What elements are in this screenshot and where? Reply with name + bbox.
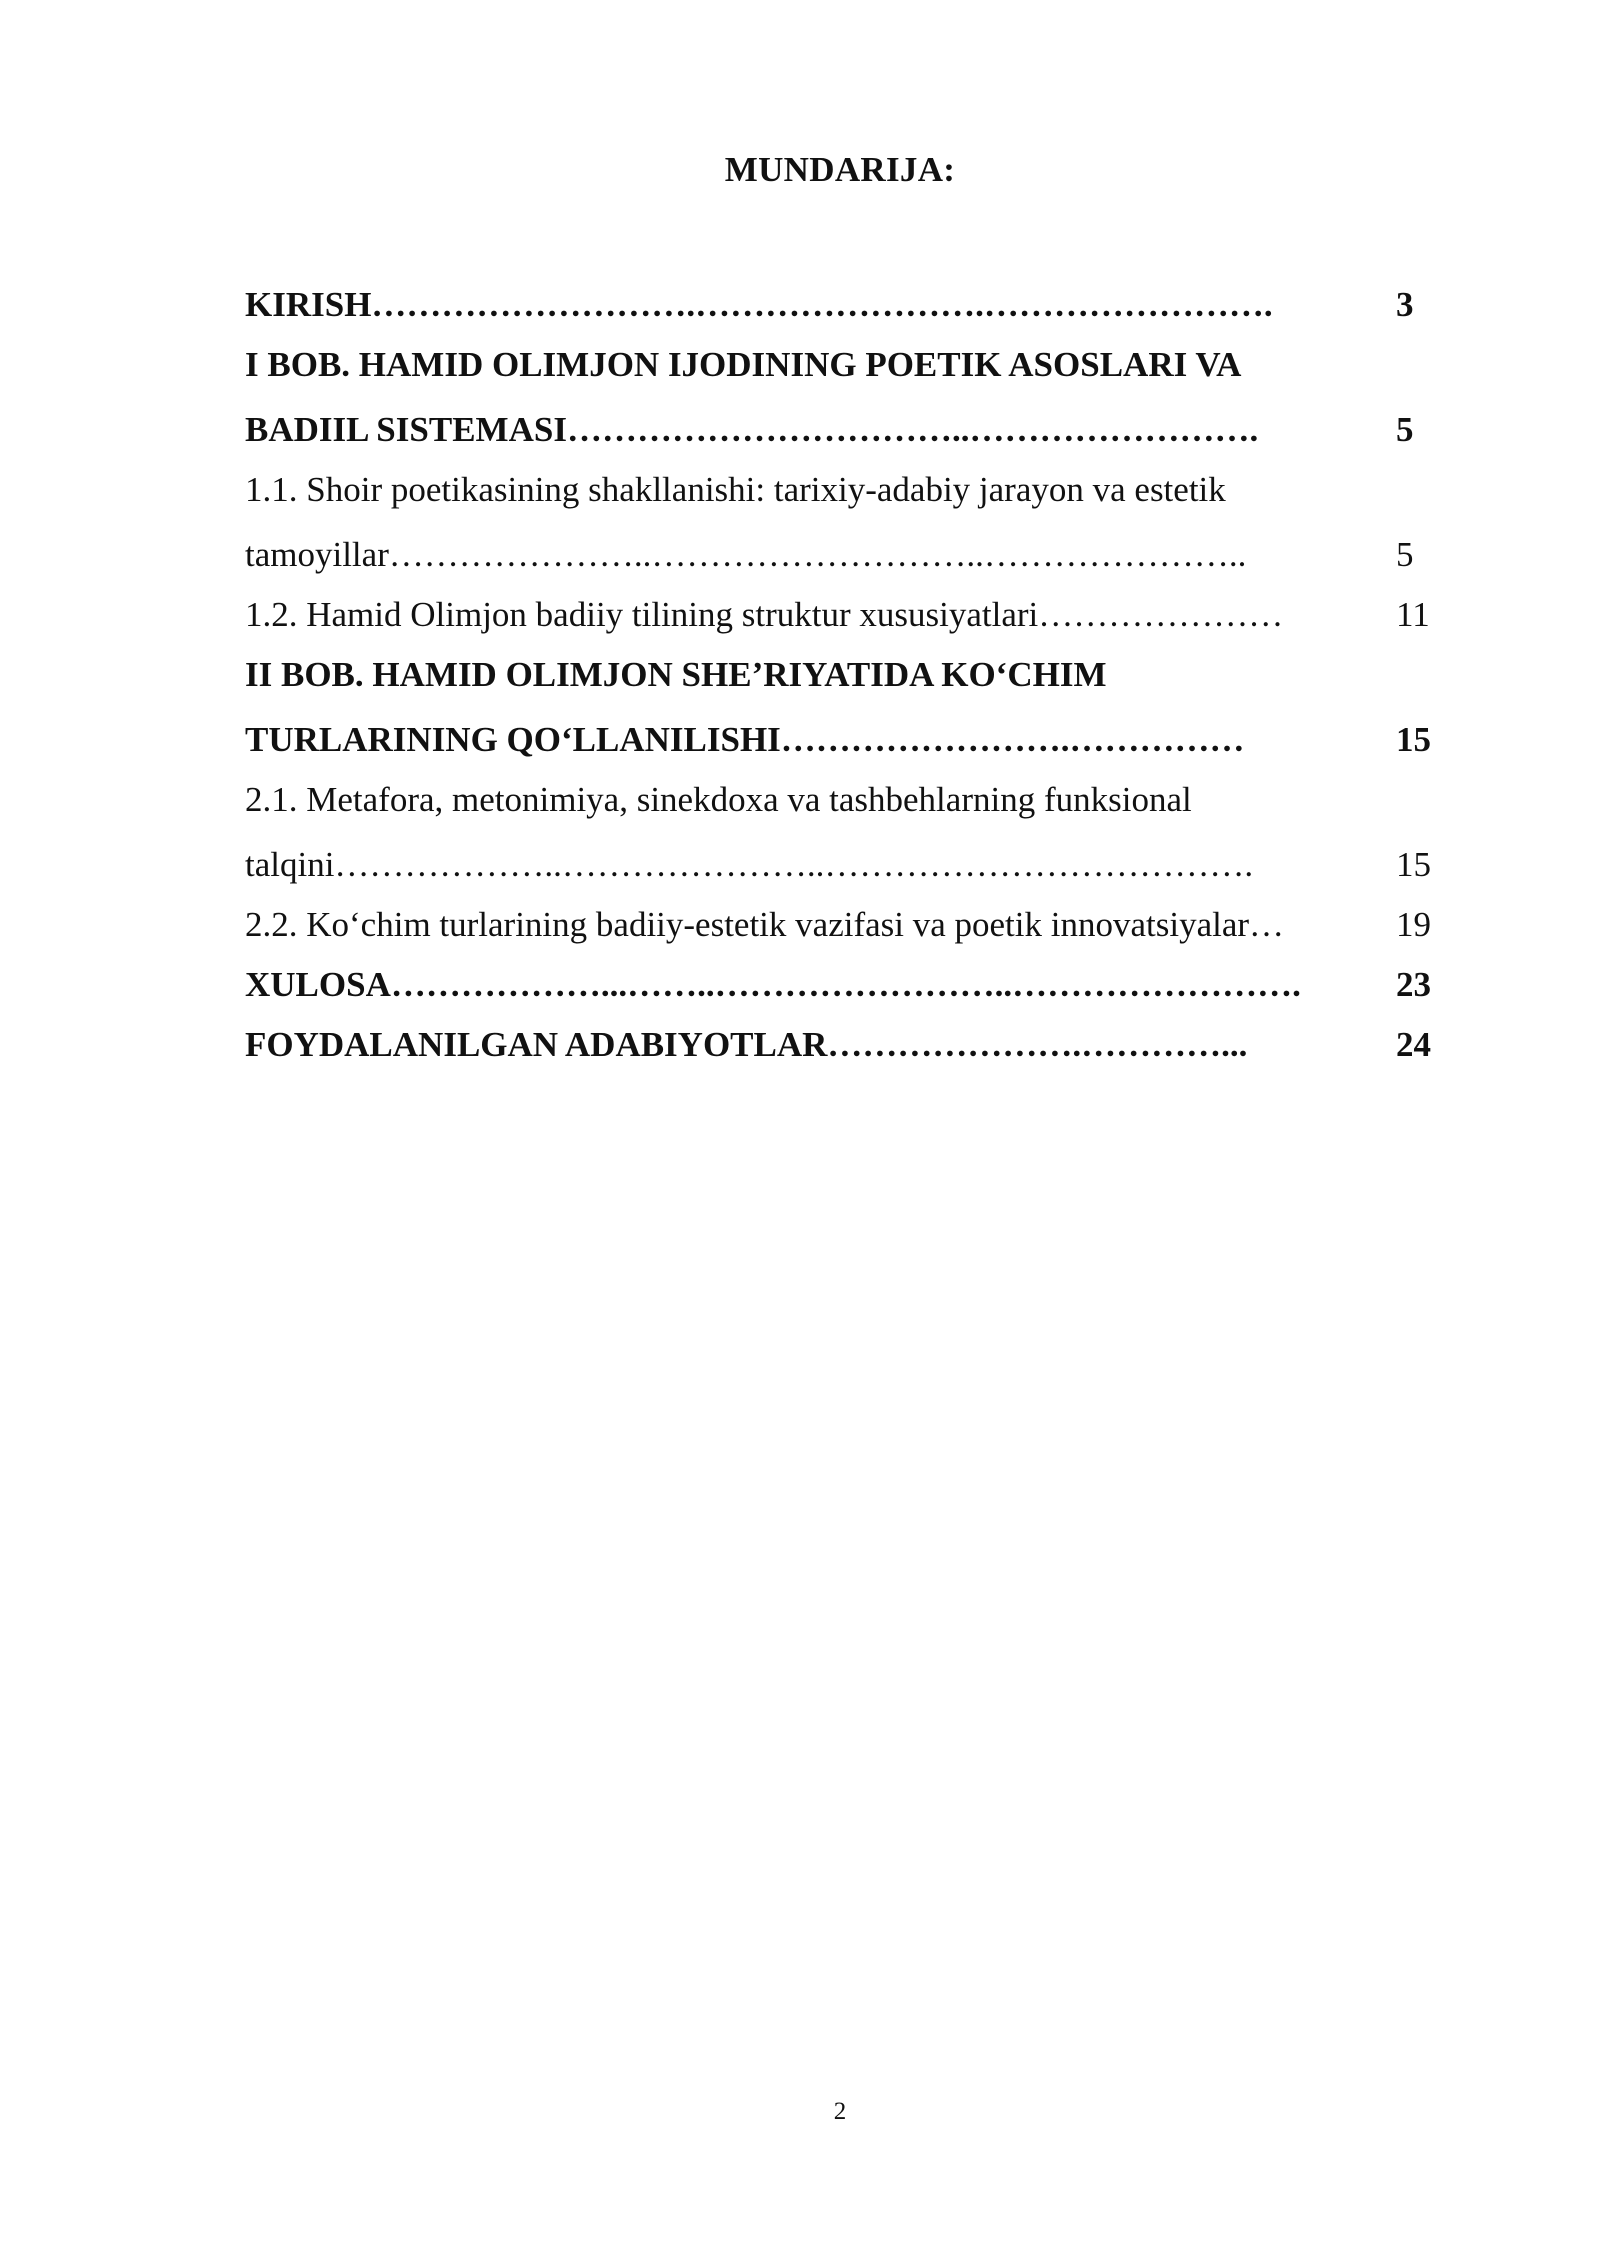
toc-page-1-2: 11	[1396, 595, 1430, 634]
toc-entry-chapter-1-line-1: I BOB. HAMID OLIMJON IJODINING POETIK ASOSLARI VA	[245, 345, 1242, 384]
toc-entry-1-1-line-1: 1.1. Shoir poetikasining shakllanishi: tarixiy-adabiy jarayon va estetik	[245, 470, 1226, 509]
toc-page-1-1: 5	[1396, 535, 1414, 574]
toc-entry-chapter-2-line-1: II BOB. HAMID OLIMJON SHE’RIYATIDA KO‘CHIM	[245, 655, 1107, 694]
toc-page-2-1: 15	[1396, 845, 1431, 884]
toc-entry-1-1-line-2: tamoyillar…………………..………………………..…………………..	[245, 535, 1247, 574]
toc-page-adabiyotlar: 24	[1396, 1025, 1431, 1064]
toc-entry-adabiyotlar: FOYDALANILGAN ADABIYOTLAR………………….…………...	[245, 1025, 1248, 1064]
page-title: MUNDARIJA:	[724, 150, 956, 189]
toc-entry-chapter-2-line-2: TURLARINING QO‘LLANILISHI…………………….……………	[245, 720, 1245, 759]
toc-page-2-2: 19	[1396, 905, 1431, 944]
toc-entry-kirish: KIRISH……………………….…………………….…………………….	[245, 285, 1273, 324]
page-number: 2	[833, 2098, 847, 2125]
toc-entry-2-2: 2.2. Ko‘chim turlarining badiiy-estetik vazifasi va poetik innovatsiyalar…	[245, 905, 1285, 944]
toc-page-chapter-2: 15	[1396, 720, 1431, 759]
toc-entry-chapter-1-line-2: BADIIL SISTEMASI……………………………..…………………….	[245, 410, 1259, 449]
toc-page-chapter-1: 5	[1396, 410, 1414, 449]
toc-entry-2-1-line-2: talqini………………..…………………..……………………………….	[245, 845, 1254, 884]
toc-page-xulosa: 23	[1396, 965, 1431, 1004]
toc-page-kirish: 3	[1396, 285, 1414, 324]
toc-entry-1-2: 1.2. Hamid Olimjon badiiy tilining struktur xususiyatlari…………………	[245, 595, 1284, 634]
toc-entry-xulosa: XULOSA………………...……..……………………..…………………….	[245, 965, 1301, 1004]
toc-entry-2-1-line-1: 2.1. Metafora, metonimiya, sinekdoxa va tashbehlarning funksional	[245, 780, 1192, 819]
